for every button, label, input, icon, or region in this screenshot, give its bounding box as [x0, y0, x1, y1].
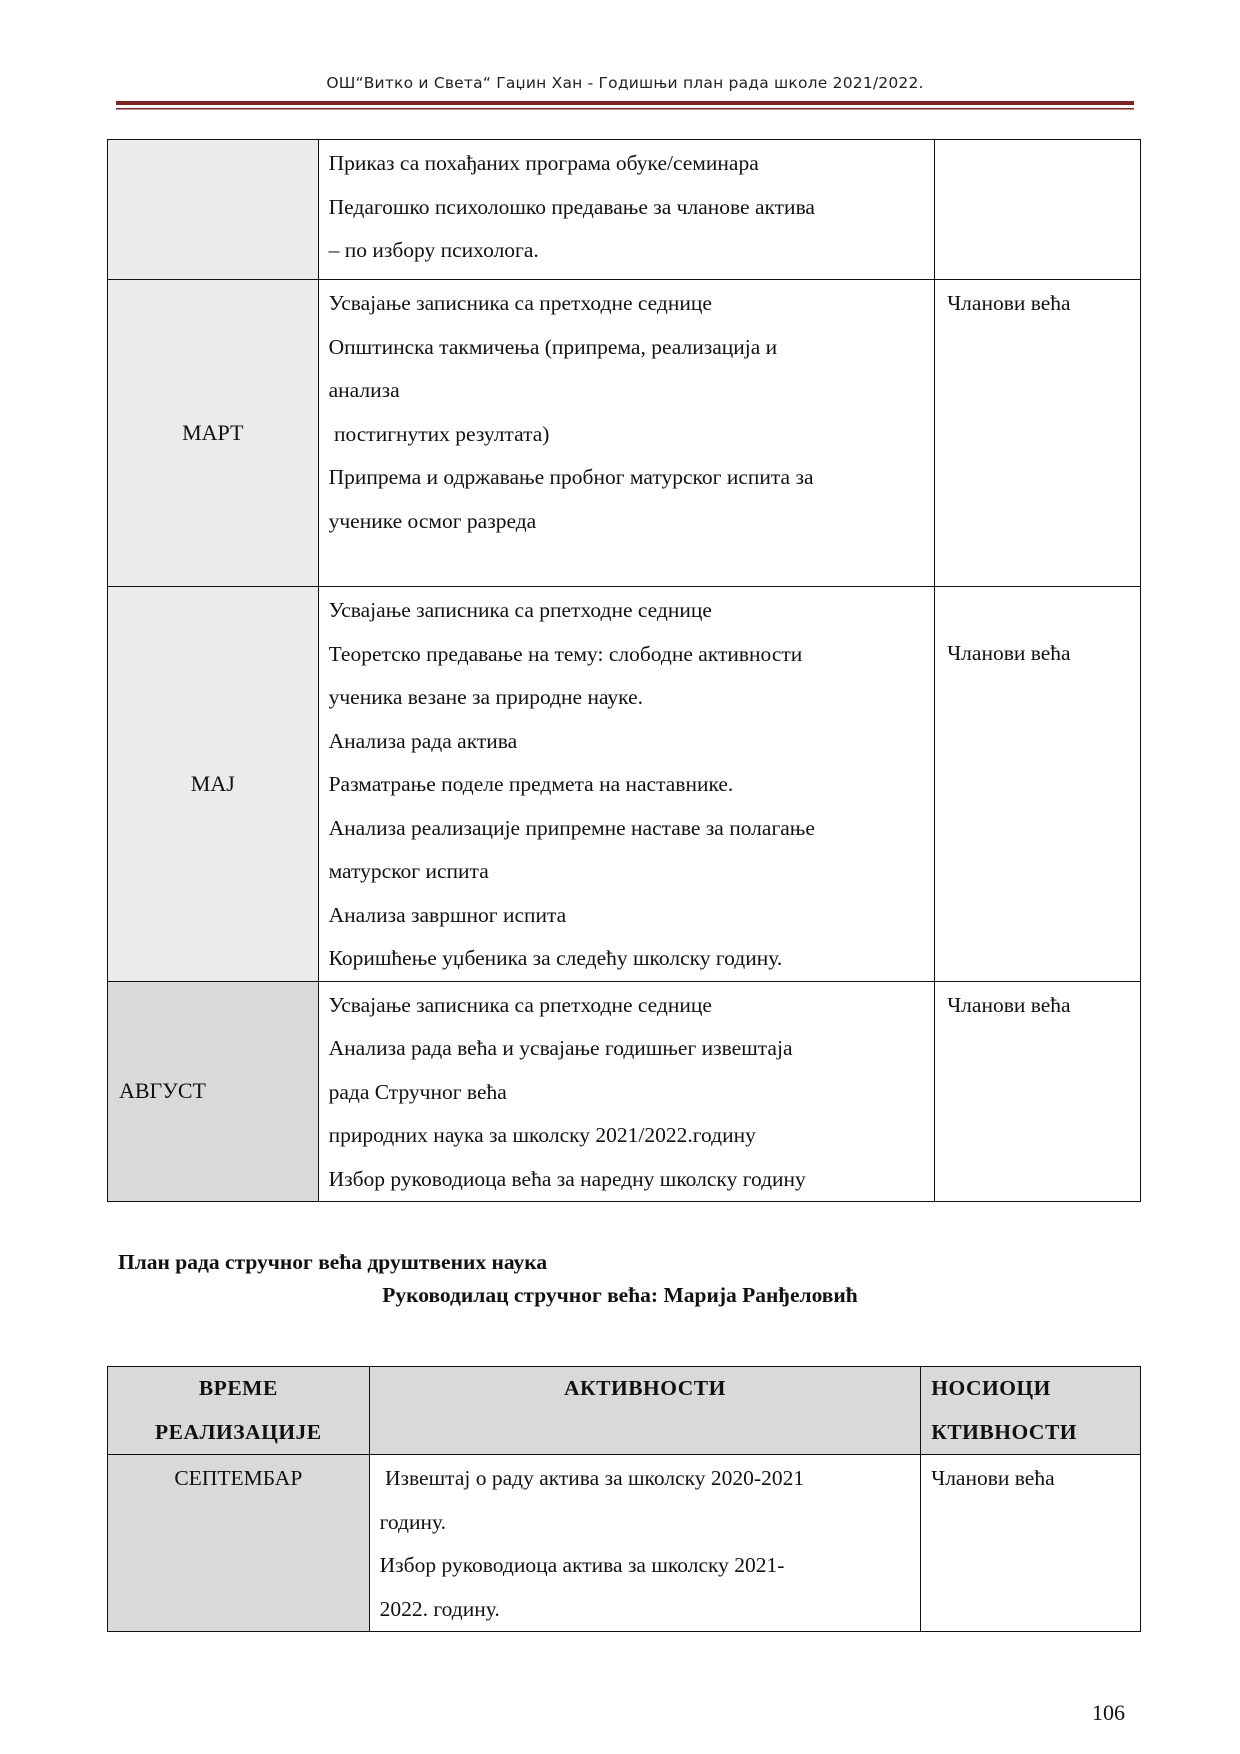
activity-line: Усвајање записника са рпетходне седнице	[328, 992, 712, 1017]
activity-line: Разматрање поделе предмета на наставнике.	[328, 772, 734, 796]
activity-line: Извештај о раду актива за школску 2020-2021	[379, 1466, 805, 1490]
month-cell: СЕПТЕМБАР	[108, 1455, 370, 1632]
table-row	[108, 1455, 1141, 1632]
table-row	[108, 280, 1141, 587]
activity-line: Избор руководиоца већа за наредну школску годину	[328, 1166, 806, 1191]
activity-line: Анализа рада већа и усвајање годишњег извештаја	[328, 1036, 793, 1060]
header-activities: АКТИВНОСТИ	[369, 1367, 921, 1455]
activity-line: Теоретско предавање на тему: слободне активности	[328, 641, 803, 666]
activities-cell	[369, 1455, 921, 1632]
header-holders	[921, 1367, 1141, 1455]
natural-sciences-plan-table	[107, 139, 1141, 1202]
header-rule-thin	[116, 108, 1134, 110]
activities-cell	[318, 280, 935, 587]
activity-line: Анализа завршног испита	[328, 902, 567, 927]
activity-line: Коришћење уџбеника за следећу школску годину.	[328, 946, 783, 970]
month-cell: МАЈ	[108, 587, 319, 982]
table-row	[108, 140, 1141, 280]
activity-line: Припрема и одржавање пробног матурског испита за	[328, 465, 814, 489]
activity-line: Педагошко психолошко предавање за чланове актива	[328, 194, 815, 219]
activity-line: Приказ са похађаних програма обуке/семинара	[328, 151, 759, 175]
activity-line: Усвајање записника са претходне седнице	[328, 291, 712, 315]
holders-text: Чланови већа	[947, 641, 1071, 665]
activity-line: – по избору психолога.	[328, 238, 539, 262]
activity-line: анализа	[328, 378, 400, 402]
section-title: План рада стручног већа друштвених наука	[118, 1250, 548, 1274]
table-header-row	[108, 1367, 1141, 1455]
header-time	[108, 1367, 370, 1455]
holders-cell	[935, 587, 1141, 982]
holders-cell: Чланови већа	[921, 1455, 1141, 1632]
activity-line: Анализа реализације припремне наставе за полагање	[328, 815, 815, 840]
activities-cell	[318, 140, 935, 280]
holders-cell	[935, 140, 1141, 280]
social-sciences-plan-table	[107, 1366, 1141, 1632]
table-row	[108, 981, 1141, 1202]
header-time-line1: ВРЕМЕ	[198, 1376, 278, 1400]
month-cell: АВГУСТ	[108, 981, 319, 1202]
page-header-title: ОШ“Витко и Света“ Гаџин Хан - Годишњи план рада школе 2021/2022.	[326, 74, 924, 92]
activity-line: ученика везане за природне науке.	[328, 685, 643, 709]
header-time-line2: РЕАЛИЗАЦИЈЕ	[154, 1419, 322, 1444]
activity-line: ученике осмог разреда	[328, 508, 537, 533]
activity-line: Анализа рада актива	[328, 728, 518, 753]
holders-cell: Чланови већа	[935, 280, 1141, 587]
month-cell: МАРТ	[108, 280, 319, 587]
activity-line: Општинска такмичења (припрема, реализација и	[328, 334, 778, 359]
activities-cell	[318, 587, 935, 982]
activity-line: 2022. годину.	[379, 1596, 500, 1621]
month-cell	[108, 140, 319, 280]
activity-line: Избор руководиоца актива за школску 2021-	[379, 1553, 785, 1577]
header-rule-thick	[116, 101, 1134, 105]
holders-cell: Чланови већа	[935, 981, 1141, 1202]
header-holders-line1: НОСИОЦИ	[931, 1376, 1051, 1400]
activity-line: Усвајање записника са рпетходне седнице	[328, 598, 712, 622]
activity-line: постигнутих резултата)	[328, 421, 550, 446]
activity-line: годину.	[379, 1509, 446, 1534]
header-holders-line2: КТИВНОСТИ	[931, 1419, 1078, 1444]
page-number: 106	[1092, 1700, 1125, 1725]
activity-line: матурског испита	[328, 859, 489, 883]
section-leader: Руководилац стручног већа: Марија Ранђеловић	[382, 1283, 858, 1307]
activity-line: природних наука за школску 2021/2022.годину	[328, 1123, 756, 1147]
activity-line: рада Стручног већа	[328, 1079, 507, 1104]
table-row	[108, 587, 1141, 982]
activities-cell	[318, 981, 935, 1202]
